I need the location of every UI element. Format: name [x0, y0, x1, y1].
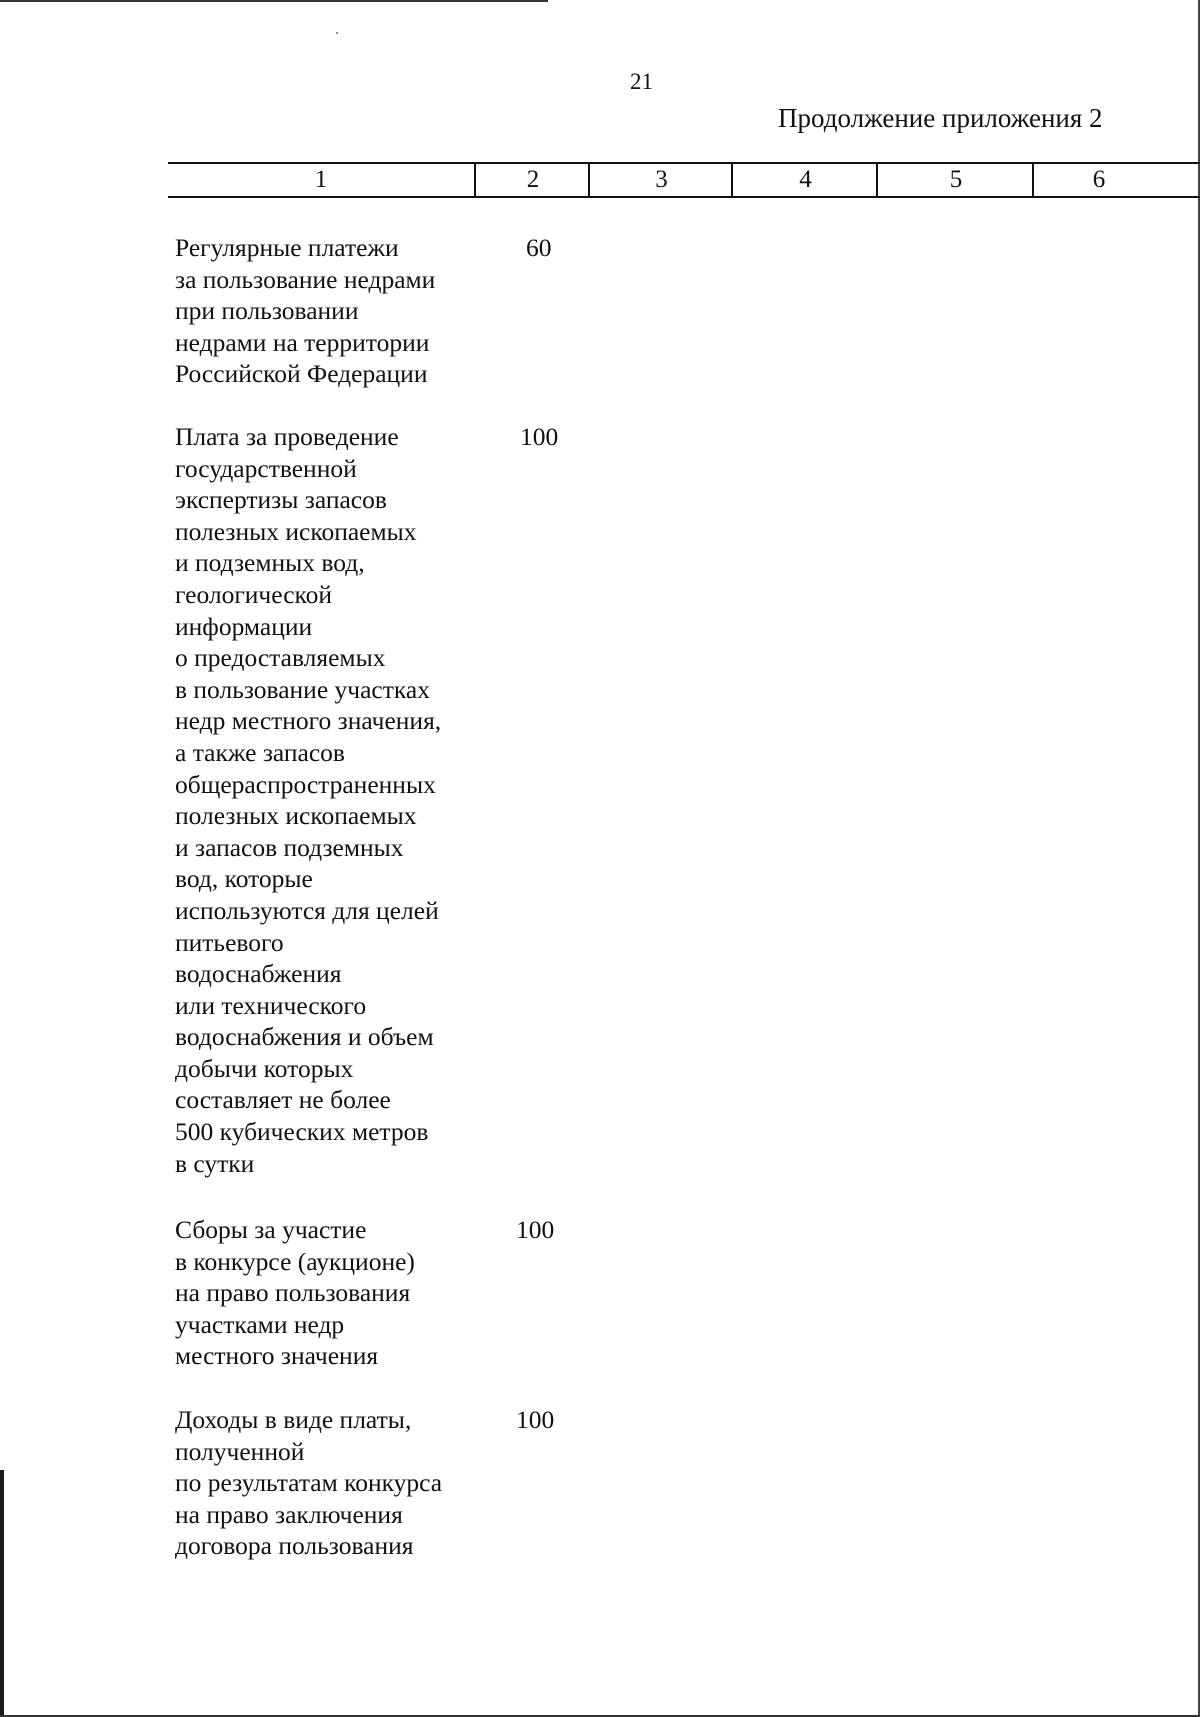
table-row-value-col2: 100: [516, 1405, 555, 1434]
scan-edge-left: [0, 1470, 4, 1717]
appendix-continuation-note: Продолжение приложения 2: [778, 103, 1103, 133]
column-header-5: 5: [876, 164, 1034, 196]
scan-speck: [336, 32, 338, 34]
column-header-1: 1: [314, 166, 328, 193]
column-header-3: 3: [588, 164, 733, 196]
table-row-name: Плата за проведение государственной экспертизы запасов полезных ископаемых и подземных вод, геологической информации о предоставляемых в пользование участках недр местного значения, а также запасов общераспространенных полезных ископаемых и запасов подземных вод, которые используются для целей питьевого водоснабжения или технического водоснабжения и объем добычи которых составляет не более 500 кубических метров в сутки: [175, 422, 442, 1178]
column-header-2: 2: [474, 164, 590, 196]
table-header-row: [168, 162, 1200, 198]
table-row-name: Сборы за участие в конкурсе (аукционе) на право пользования участками недр местного значения: [175, 1215, 415, 1371]
page-number: 21: [630, 69, 653, 94]
column-header-4: 4: [731, 164, 878, 196]
table-row-value-col2: 60: [526, 233, 552, 262]
table-row-name: Регулярные платежи за пользование недрами при пользовании недрами на территории Российской Федерации: [175, 233, 436, 389]
column-header-6: 6: [1032, 164, 1164, 196]
scan-edge-top: [0, 0, 548, 2]
table-row-value-col2: 100: [516, 1215, 555, 1244]
table-row-name: Доходы в виде платы, полученной по результатам конкурса на право заключения договора пользования: [175, 1405, 443, 1561]
table-row-value-col2: 100: [520, 422, 559, 451]
